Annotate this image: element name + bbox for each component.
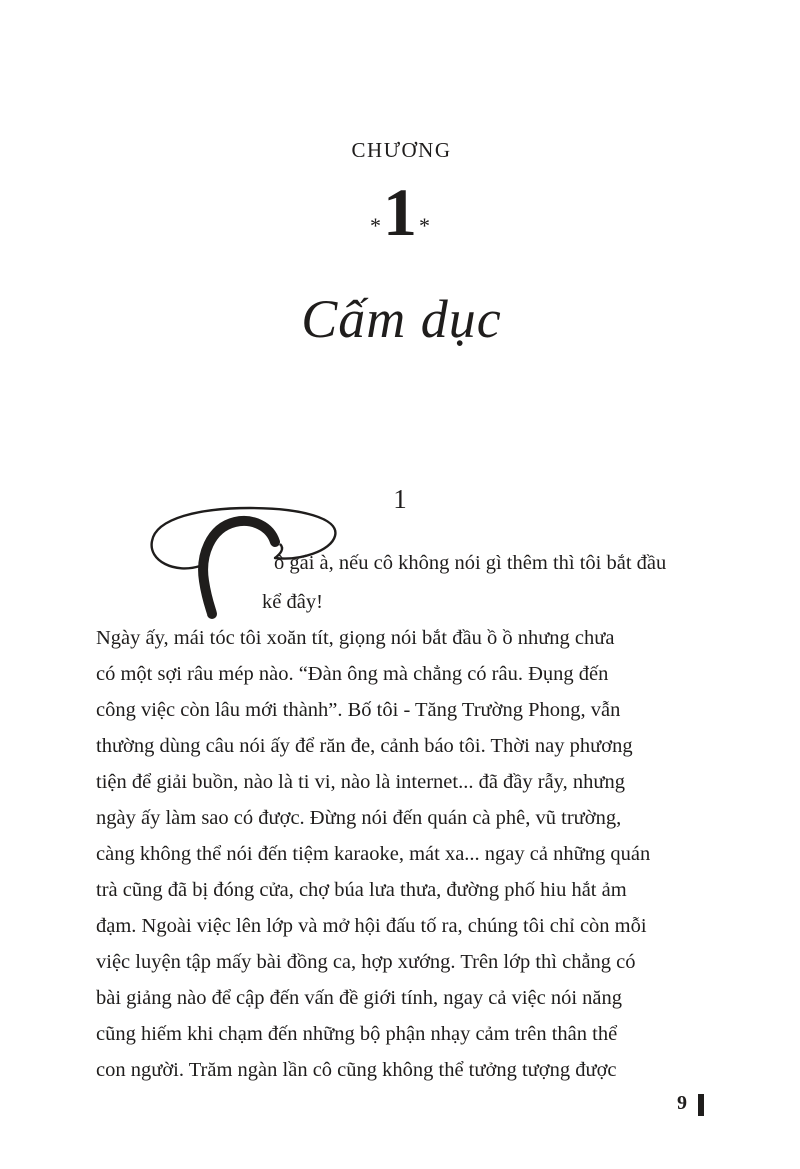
page-number-bar <box>698 1094 704 1116</box>
body-line: Ngày ấy, mái tóc tôi xoăn tít, giọng nói bắt đầu ồ ồ nhưng chưa <box>96 627 615 649</box>
page-number: 9 <box>677 1092 687 1114</box>
body-line-first: ô gái à, nếu cô không nói gì thêm thì tôi bắt đầu <box>274 552 667 574</box>
body-line: càng không thể nói đến tiệm karaoke, mát xa... ngay cả những quán <box>96 843 651 865</box>
star-ornament-right: * <box>419 213 430 238</box>
chapter-label: CHƯƠNG <box>351 138 452 162</box>
body-line: thường dùng câu nói ấy để răn đe, cảnh báo tôi. Thời nay phương <box>96 735 633 757</box>
body-line: cũng hiếm khi chạm đến những bộ phận nhạy cảm trên thân thể <box>96 1023 618 1045</box>
chapter-title: Cấm dục <box>301 289 502 349</box>
body-line: trà cũng đã bị đóng cửa, chợ búa lưa thưa, đường phố hiu hắt ảm <box>96 879 627 901</box>
body-line: con người. Trăm ngàn lần cô cũng không thể tưởng tượng được <box>96 1059 617 1081</box>
body-line: có một sợi râu mép nào. “Đàn ông mà chẳng có râu. Đụng đến <box>96 663 609 685</box>
body-line: tiện để giải buồn, nào là ti vi, nào là internet... đã đầy rẫy, nhưng <box>96 771 625 793</box>
body-line: đạm. Ngoài việc lên lớp và mở hội đấu tố ra, chúng tôi chỉ còn mỗi <box>96 915 647 937</box>
body-line: bài giảng nào để cập đến vấn đề giới tính, ngay cả việc nói năng <box>96 987 623 1009</box>
body-line: ngày ấy làm sao có được. Đừng nói đến quán cà phê, vũ trường, <box>96 807 622 829</box>
star-ornament-left: * <box>370 213 381 238</box>
body-line: việc luyện tập mấy bài đồng ca, hợp xướng. Trên lớp thì chẳng có <box>96 951 636 973</box>
body-line-second: kể đây! <box>262 591 323 613</box>
body-line: công việc còn lâu mới thành”. Bố tôi - Tăng Trường Phong, vẫn <box>96 699 621 721</box>
chapter-number: 1 <box>383 174 417 250</box>
section-number: 1 <box>393 484 407 514</box>
chapter-number-block <box>0 174 800 250</box>
